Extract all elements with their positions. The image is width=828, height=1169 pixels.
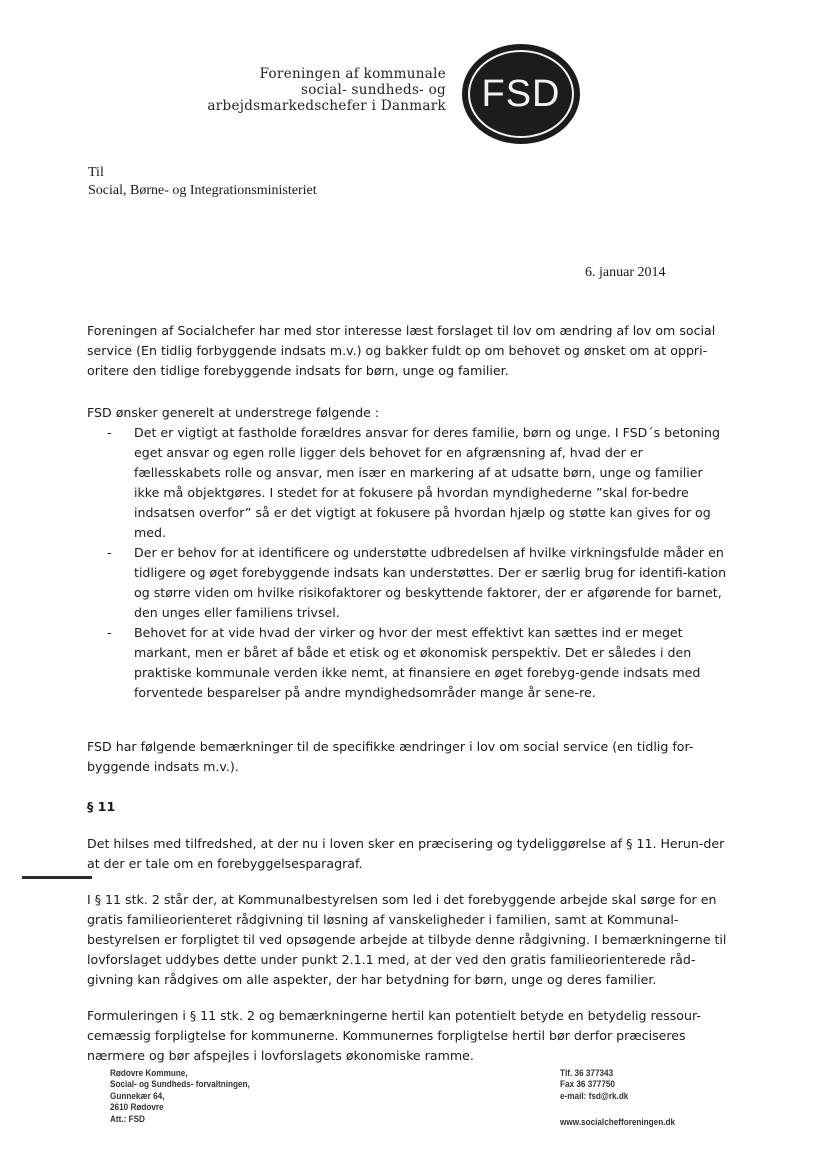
bullet-2-text: Der er behov for at identificere og understøtte udbredelsen af hvilke virkningsfulde måder en tidligere og øget forebyggende indsats kan understøttes. Der er særlig brug for identifi-kation og større viden om hvilke risikofaktorer og beskyttende faktorer, der er afgørende for barnet, den unges eller familiens trivsel. — [134, 545, 727, 620]
address-line: 2610 Rødovre — [110, 1102, 164, 1114]
recipient-to: Til — [88, 165, 104, 180]
intro-text: Foreningen af Socialchefer har med stor interesse læst forslaget til lov om ændring af lov om social service (En tidlig forbyggende indsats m.v.) og bakker fuldt op om behovet og ønsket om at oppri-oritere den tidlige forebyggende indsats for børn, unge og familier. — [87, 323, 716, 378]
section-11-paragraph-3: Formuleringen i § 11 stk. 2 og bemærkningerne hertil kan potentielt betyde en betydelig ressour-cemæssig forpligtelse for kommunerne. Kommunernes forpligtelse hertil bør derfor præciseres nærmere og bør afspejles i lovforslagets økonomiske ramme. — [87, 1008, 701, 1063]
address-line: Att.: FSD — [110, 1113, 145, 1125]
org-line-1: Foreningen af kommunale — [259, 66, 446, 82]
footer-address — [110, 1068, 250, 1125]
org-line-2: social- sundheds- og — [301, 82, 446, 98]
footer-email: e-mail: fsd@rk.dk — [560, 1090, 629, 1102]
fsd-logo — [462, 44, 580, 144]
section-11-paragraph-1: Det hilses med tilfredshed, at der nu i loven sker en præcisering og tydeliggørelse af § 11. Herun-der at der er tale om en forebyggelsesparagraf. — [87, 836, 725, 871]
address-line: Rødovre Kommune, — [110, 1068, 188, 1079]
footer-fax: Fax 36 377750 — [560, 1079, 615, 1091]
remarks-paragraph: FSD har følgende bemærkninger til de specifikke ændringer i lov om social service (en tidlig for-byggende indsats m.v.). — [87, 739, 694, 774]
address-line: Gunnekær 64, — [110, 1090, 165, 1102]
bullet-list — [107, 423, 727, 703]
scan-mark — [22, 876, 92, 879]
letter-date: 6. januar 2014 — [585, 265, 666, 280]
footer-contact — [560, 1068, 628, 1102]
bullet-1-text: Det er vigtigt at fastholde forældres ansvar for deres familie, børn og unge. I FSD´s betoning eget ansvar og egen rolle ligger dels behovet for en afgrænsning af, hvad der er fællesskabets rolle og ansvar, men især en markering af at udsatte børn, unge og familier ikke må objektgøres. I stedet for at fokusere på hvordan myndighederne ”skal for-bedre indsatsen overfor” så er det vigtigt at fokusere på hvordan hjælp og støtte kan gives for og med. — [134, 425, 721, 540]
org-line-3: arbejdsmarkedschefer i Danmark — [207, 98, 446, 114]
list-item: - Det er vigtigt at fastholde forældres ansvar for deres familie, børn og unge. I FSD´s betoning eget ansvar og egen rolle ligger dels behovet for en afgrænsning af, hvad der er fællesskabets rolle og ansvar, men især en markering af at udsatte børn, unge og familier ikke må objektgøres. I stedet for at fokusere på hvordan myndighederne ”skal for-bedre indsatsen overfor” så er det vigtigt at fokusere på hvordan hjælp og støtte kan gives for og med. — [107, 425, 721, 540]
section-11-paragraph-2: I § 11 stk. 2 står der, at Kommunalbestyrelsen som led i det forebyggende arbejde skal sørge for en gratis familieorienteret rådgivning til løsning af vanskeligheder i familien, samt at Kommunal-bestyrelsen er forpligtet til ved opsøgende arbejde at tilbyde denne rådgivning. I bemærkningerne til lovforslaget uddybes dette under punkt 2.1.1 med, at der ved den gratis familieorienterede råd-givning kan rådgives om alle aspekter, der har betydning for børn, unge og deres familier. — [87, 892, 727, 987]
section-heading: § 11 — [87, 799, 116, 814]
footer-phone: Tlf. 36 377343 — [560, 1068, 614, 1079]
address-line: Social- og Sundheds- forvaltningen, — [110, 1079, 250, 1091]
footer-website: www.socialchefforeningen.dk — [560, 1117, 676, 1128]
recipient-name: Social, Børne- og Integrationsministeriet — [88, 183, 317, 198]
general-heading: FSD ønsker generelt at understrege følgende : — [87, 405, 380, 420]
list-item: - Behovet for at vide hvad der virker og hvor der mest effektivt kan sættes ind er meget markant, men er båret af både et etisk og et økonomisk perspektiv. Det er således i den praktiske kommunale verden ikke nemt, at finansiere en øget forebyg-gende indsats med forventede besparelser på andre myndighedsområder mange år sene-re. — [107, 625, 701, 700]
list-item: - Der er behov for at identificere og understøtte udbredelsen af hvilke virkningsfulde måder en tidligere og øget forebyggende indsats kan understøttes. Der er særlig brug for identifi-kation og større viden om hvilke risikofaktorer og beskyttende faktorer, der er afgørende for barnet, den unges eller familiens trivsel. — [107, 545, 727, 620]
intro-paragraph — [87, 321, 727, 381]
logo-text: FSD — [481, 72, 561, 115]
bullet-3-text: Behovet for at vide hvad der virker og hvor der mest effektivt kan sættes ind er meget markant, men er båret af både et etisk og et økonomisk perspektiv. Det er således i den praktiske kommunale verden ikke nemt, at finansiere en øget forebyg-gende indsats med forventede besparelser på andre myndighedsområder mange år sene-re. — [134, 625, 701, 700]
organization-name — [146, 66, 446, 114]
